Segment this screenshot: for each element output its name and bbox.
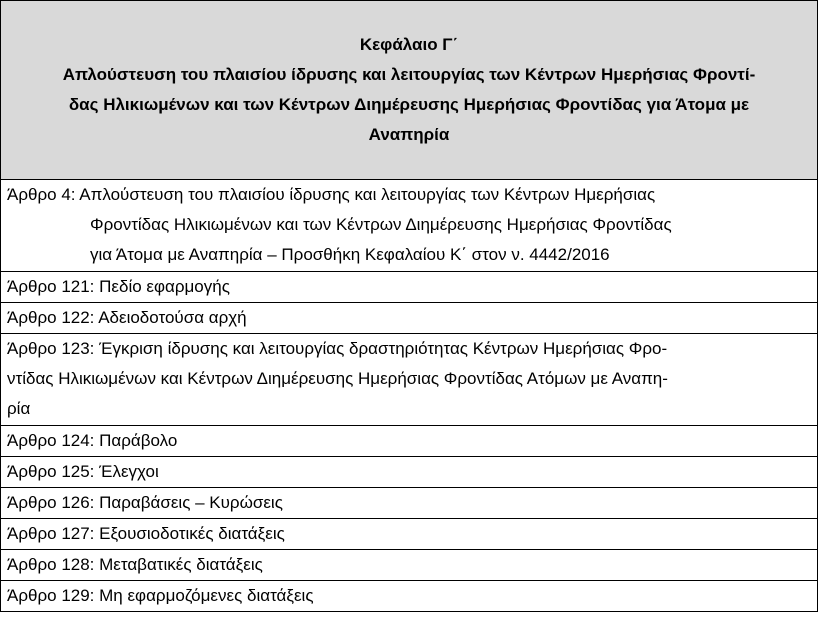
- article-124-cell: Άρθρο 124: Παράβολο: [1, 426, 818, 457]
- article-125-cell: Άρθρο 125: Έλεγχοι: [1, 457, 818, 488]
- table-row: [1, 303, 818, 334]
- article-127-cell: Άρθρο 127: Εξουσιοδοτικές διατάξεις: [1, 519, 818, 550]
- chapter-title-line-2: δας Ηλικιωμένων και των Κέντρων Διημέρευσης Ημερήσιας Φροντίδας για Άτομα με: [68, 95, 750, 114]
- article-126-cell: Άρθρο 126: Παραβάσεις – Κυρώσεις: [1, 488, 818, 519]
- article-4-line-3: για Άτομα με Αναπηρία – Προσθήκη Κεφαλαίου Κ΄ στον ν. 4442/2016: [90, 245, 610, 264]
- article-4-line-1: Απλούστευση του πλαισίου ίδρυσης και λειτουργίας των Κέντρων Ημερήσιας: [79, 185, 656, 204]
- article-123-line-2: ντίδας Ηλικιωμένων και Κέντρων Διημέρευσης Ημερήσιας Φροντίδας Ατόμων με Αναπη-: [7, 369, 668, 388]
- table-row: [1, 550, 818, 581]
- article-121-cell: Άρθρο 121: Πεδίο εφαρμογής: [1, 272, 818, 303]
- table-row: [1, 519, 818, 550]
- table-row: [1, 488, 818, 519]
- table-row: [1, 457, 818, 488]
- chapter-title-line-3: Αναπηρία: [368, 125, 450, 144]
- chapter-header-cell: [1, 1, 818, 180]
- table-row: [1, 272, 818, 303]
- article-123-cell: [1, 334, 818, 426]
- table-row: [1, 581, 818, 612]
- chapter-title-line-1: Απλούστευση του πλαισίου ίδρυσης και λειτουργίας των Κέντρων Ημερήσιας Φροντί-: [62, 65, 756, 84]
- article-4-label: Άρθρο 4:: [7, 185, 76, 204]
- chapter-label: Κεφάλαιο Γ΄: [359, 35, 459, 54]
- article-128-cell: Άρθρο 128: Μεταβατικές διατάξεις: [1, 550, 818, 581]
- table-row: [1, 426, 818, 457]
- article-4-cell: [1, 180, 818, 272]
- article-4-line-2: Φροντίδας Ηλικιωμένων και των Κέντρων Διημέρευσης Ημερήσιας Φροντίδας: [90, 215, 672, 234]
- table-row: [1, 180, 818, 272]
- article-123-line-3: ρία: [7, 399, 31, 418]
- article-122-cell: Άρθρο 122: Αδειοδοτούσα αρχή: [1, 303, 818, 334]
- chapter-header-row: [1, 1, 818, 180]
- article-123-line-1: Άρθρο 123: Έγκριση ίδρυσης και λειτουργίας δραστηριότητας Κέντρων Ημερήσιας Φρο-: [7, 339, 668, 358]
- article-129-cell: Άρθρο 129: Μη εφαρμοζόμενες διατάξεις: [1, 581, 818, 612]
- table-row: [1, 334, 818, 426]
